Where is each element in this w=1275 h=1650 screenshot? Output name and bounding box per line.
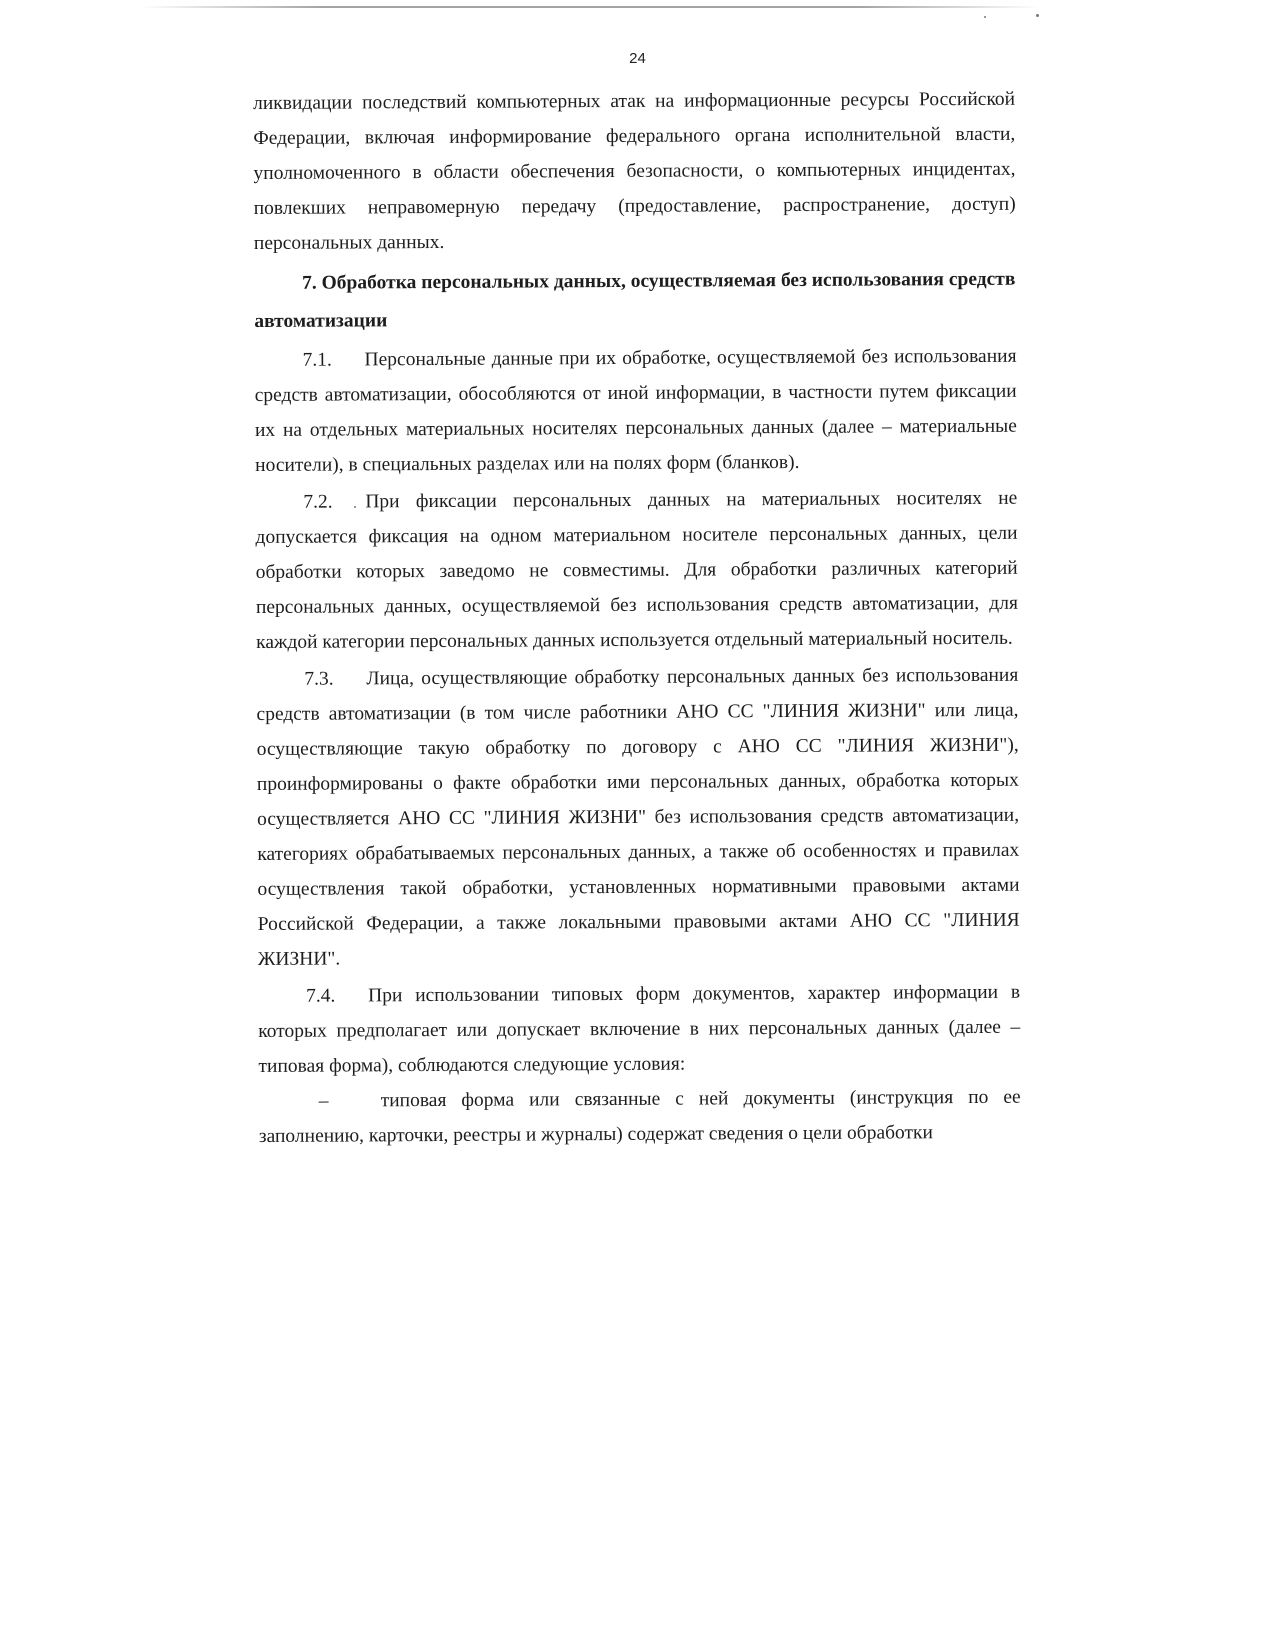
clause-number: 7.4. (306, 985, 336, 1007)
clause-text: При фиксации персональных данных на материальных носителях не допускается фиксация на одном материальном носителе персональных данных, цели обработки которых заведомо не совместимы. Для обработки различных категорий персональных данных, осуществляемой без использования средств автоматизации, для каждой категории персональных данных используется отдельный материальный носитель. (255, 487, 1018, 653)
clause-text: При использовании типовых форм документов, характер информации в которых предполагает или допускает включение в них персональных данных (далее – типовая форма), соблюдаются следующие условия: (258, 981, 1021, 1077)
clause-text: Лица, осуществляющие обработку персональных данных без использования средств автоматизации (в том числе работники АНО СС "ЛИНИЯ ЖИЗНИ" или лица, осуществляющие такую обработку по договору с АНО СС "ЛИНИЯ ЖИЗНИ"), проинформированы о факте обработки ими персональных данных, обработка которых осуществляется АНО СС "ЛИНИЯ ЖИЗНИ" без использования средств автоматизации, категориях обрабатываемых персональных данных, а также об особенностях и правилах осуществления такой обработки, установленных нормативными правовыми актами Российской Федерации, а также локальными правовыми актами АНО СС "ЛИНИЯ ЖИЗНИ". (256, 664, 1020, 970)
page-number: 24 (629, 50, 646, 67)
scan-speck (1036, 14, 1039, 17)
document-body (253, 82, 1021, 1154)
intro-paragraph: ликвидации последствий компьютерных атак на информационные ресурсы Российской Федерации, включая информирование федерального органа исполнительной власти, уполномоченного в области обеспечения безопасности, о компьютерных инцидентах, повлекших неправомерную передачу (предоставление, распространение, доступ) персональных данных. (253, 88, 1016, 254)
clause-number: 7.1. (302, 349, 332, 371)
clause-number: 7.2. (303, 491, 333, 513)
list-dash: – (318, 1090, 329, 1112)
clause-7-2 (255, 481, 1018, 660)
clause-7-3 (256, 658, 1020, 977)
scan-speck (984, 16, 986, 18)
scan-speck (354, 506, 356, 508)
scan-edge-line (140, 6, 1040, 8)
clause-7-4 (258, 975, 1021, 1084)
clause-text: Персональные данные при их обработке, осуществляемой без использования средств автоматизации, обособляются от иной информации, в частности путем фиксации их на отдельных материальных носителях персональных данных (далее – материальные носители), в специальных разделах или на полях форм (бланков). (254, 345, 1017, 476)
section-heading: 7. Обработка персональных данных, осуществляемая без использования средств автоматизации (254, 268, 1016, 332)
clause-7-1 (254, 339, 1017, 483)
list-item-text: типовая форма или связанные с ней документы (инструкция по ее заполнению, карточки, реестры и журналы) содержат сведения о цели обработки (258, 1086, 1021, 1147)
list-item (259, 1080, 1021, 1154)
clause-number: 7.3. (304, 668, 334, 690)
